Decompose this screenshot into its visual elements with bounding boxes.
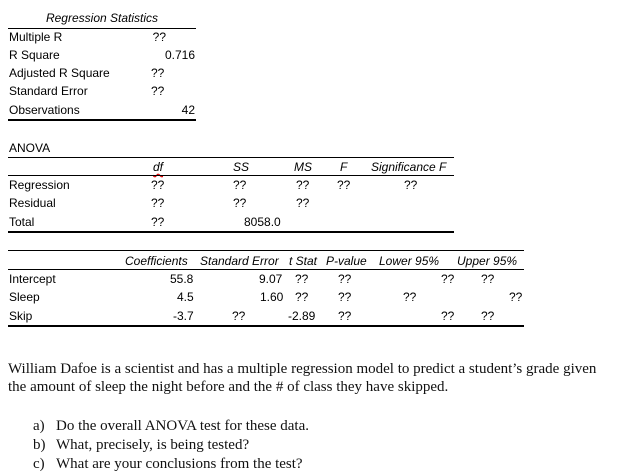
divider xyxy=(8,250,524,251)
anova-residual-ms: ?? xyxy=(296,196,310,210)
coef-header-upper-95: Upper 95% xyxy=(457,254,518,268)
stat-label-standard-error: Standard Error xyxy=(9,84,88,98)
stat-value-multiple-r: ?? xyxy=(152,30,166,44)
coef-skip-coefficient: -3.7 xyxy=(173,309,194,323)
list-item-text: What, precisely, is being tested? xyxy=(56,437,250,453)
coef-label-skip: Skip xyxy=(9,309,33,323)
anova-regression-ss: ?? xyxy=(233,178,247,192)
divider xyxy=(8,175,454,176)
coef-header-t-stat: t Stat xyxy=(289,254,318,268)
coef-intercept-coefficient: 55.8 xyxy=(170,272,194,286)
stat-value-observations: 42 xyxy=(181,103,195,117)
stat-label-observations: Observations xyxy=(9,103,80,117)
coef-header-p-value: P-value xyxy=(326,254,367,268)
coef-skip-standard-error: ?? xyxy=(232,309,246,323)
anova-total-df: ?? xyxy=(151,215,165,229)
anova-regression-significance-f: ?? xyxy=(404,178,418,192)
list-item-marker: b) xyxy=(33,437,46,453)
coef-label-sleep: Sleep xyxy=(9,290,40,304)
coef-sleep-coefficient: 4.5 xyxy=(177,290,194,304)
coef-header-lower-95: Lower 95% xyxy=(379,254,440,268)
stat-label-adjusted-r-square: Adjusted R Square xyxy=(9,66,110,80)
anova-regression-df: ?? xyxy=(151,178,165,192)
divider xyxy=(8,269,524,270)
coef-skip-t-stat: -2.89 xyxy=(288,309,316,323)
anova-header-df: df xyxy=(153,160,164,174)
list-item-marker: a) xyxy=(33,418,45,434)
anova-header-ms: MS xyxy=(294,160,312,174)
coef-sleep-p-value: ?? xyxy=(295,290,309,304)
anova-label-regression: Regression xyxy=(9,178,70,192)
divider xyxy=(8,231,454,233)
coef-label-intercept: Intercept xyxy=(9,272,56,286)
coef-intercept-upper-95: ?? xyxy=(481,272,495,286)
anova-label-total: Total xyxy=(9,215,35,229)
coef-skip-lower-95: ?? xyxy=(441,309,455,323)
anova-header-ss: SS xyxy=(233,160,250,174)
anova-regression-f: ?? xyxy=(337,178,351,192)
coef-intercept-t-stat: 9.07 xyxy=(259,272,283,286)
anova-label-residual: Residual xyxy=(9,196,56,210)
coef-sleep-upper-95: ?? xyxy=(509,290,523,304)
anova-header-f: F xyxy=(340,160,348,174)
divider xyxy=(8,119,196,121)
list-item-marker: c) xyxy=(33,456,45,472)
stat-label-multiple-r: Multiple R xyxy=(9,30,63,44)
divider xyxy=(8,28,196,29)
anova-regression-ms: ?? xyxy=(296,178,310,192)
coef-intercept-lower-95: ?? xyxy=(441,272,455,286)
anova-residual-ss: ?? xyxy=(233,196,247,210)
stat-value-adjusted-r-square: ?? xyxy=(151,66,165,80)
anova-header-significance-f: Significance F xyxy=(371,160,447,174)
coef-intercept-extra: ?? xyxy=(338,272,352,286)
anova-title: ANOVA xyxy=(9,141,51,155)
stat-value-r-square: 0.716 xyxy=(164,48,195,62)
coef-sleep-t-stat: 1.60 xyxy=(260,290,284,304)
coef-skip-p-value: ?? xyxy=(338,309,352,323)
list-item-text: What are your conclusions from the test? xyxy=(56,456,303,472)
divider xyxy=(8,325,524,327)
divider xyxy=(8,157,454,158)
anova-residual-df: ?? xyxy=(151,196,165,210)
coef-intercept-p-value: ?? xyxy=(295,272,309,286)
question-paragraph: William Dafoe is a scientist and has a multiple regression model to predict a student’s grade given the amount of sleep the night before and the # of class they have skipped. xyxy=(8,361,597,395)
stat-label-r-square: R Square xyxy=(9,48,60,62)
list-item-text: Do the overall ANOVA test for these data. xyxy=(56,418,310,434)
coef-sleep-extra: ?? xyxy=(338,290,352,304)
coef-header-coefficients: Coefficients xyxy=(125,254,188,268)
coef-skip-upper-95: ?? xyxy=(481,309,495,323)
stat-value-standard-error: ?? xyxy=(151,84,165,98)
coef-sleep-lower-95: ?? xyxy=(403,290,417,304)
anova-total-ss: 8058.0 xyxy=(244,215,281,229)
regression-statistics-title: Regression Statistics xyxy=(45,11,159,25)
coef-header-standard-error: Standard Error xyxy=(200,254,279,268)
